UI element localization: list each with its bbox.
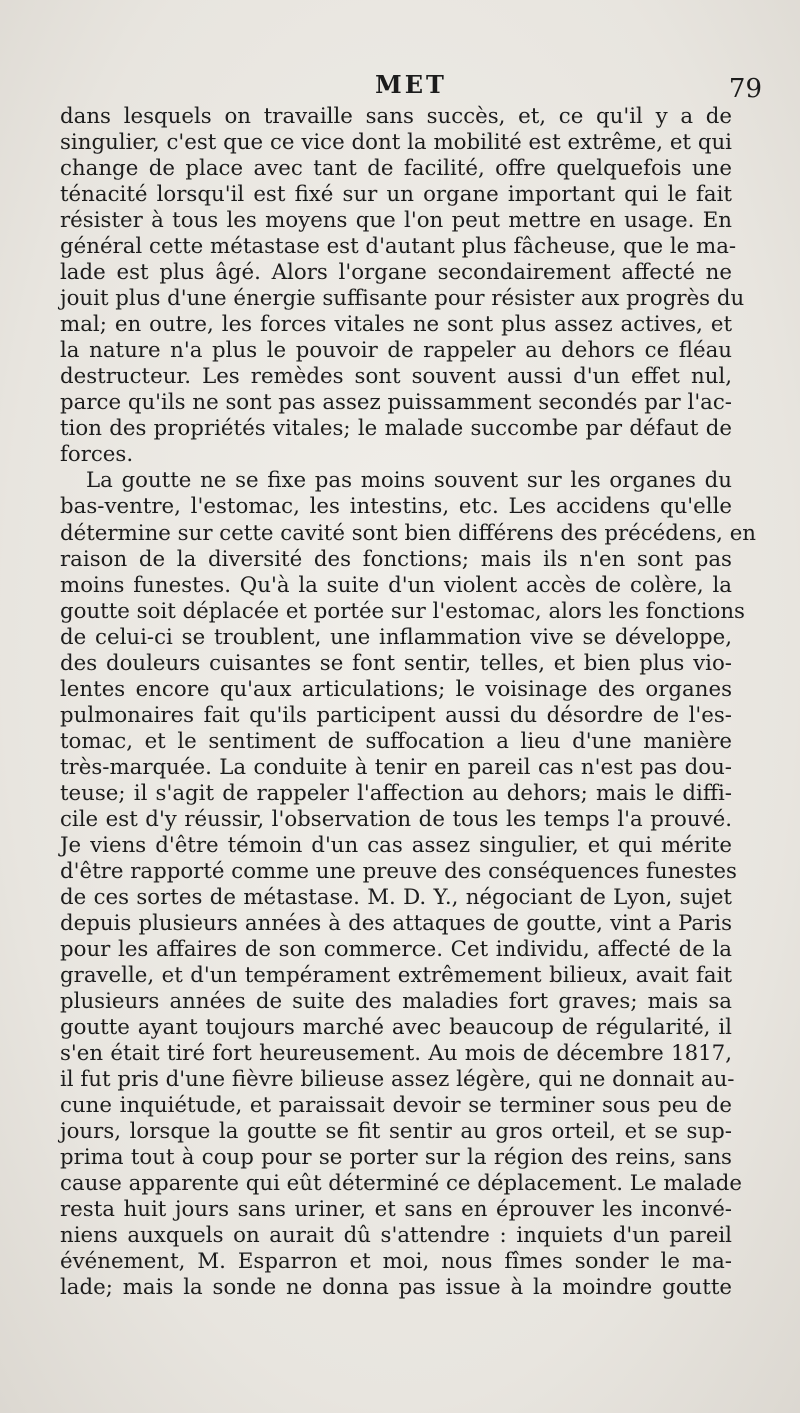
body-text <box>60 104 757 1301</box>
text-line: lentes encore qu'aux articulations; le voisinage des organes <box>60 676 732 702</box>
text-line: parce qu'ils ne sont pas assez puissamment secondés par l'ac- <box>60 390 732 416</box>
text-line: lade est plus âgé. Alors l'organe secondairement affecté ne <box>60 260 732 286</box>
text-line: ténacité lorsqu'il est fixé sur un organe important qui le fait <box>60 182 732 208</box>
text-line: lade; mais la sonde ne donna pas issue à la moindre goutte <box>60 1275 732 1301</box>
text-line: change de place avec tant de facilité, offre quelquefois une <box>60 156 732 182</box>
text-line: d'être rapporté comme une preuve des conséquences funestes <box>60 858 737 884</box>
text-line: moins funestes. Qu'à la suite d'un violent accès de colère, la <box>60 572 732 598</box>
text-line: pulmonaires fait qu'ils participent aussi du désordre de l'es- <box>60 702 732 728</box>
text-line: cile est d'y réussir, l'observation de tous les temps l'a prouvé. <box>60 806 732 832</box>
text-line: jouit plus d'une énergie suffisante pour résister aux progrès du <box>60 286 745 312</box>
text-line: Je viens d'être témoin d'un cas assez singulier, et qui mérite <box>60 832 732 858</box>
text-line: de celui-ci se troublent, une inflammation vive se développe, <box>60 624 732 650</box>
text-line: La goutte ne se fixe pas moins souvent sur les organes du <box>86 468 732 494</box>
text-line: dans lesquels on travaille sans succès, et, ce qu'il y a de <box>60 104 732 129</box>
running-head: MET <box>375 70 447 99</box>
text-line: destructeur. Les remèdes sont souvent aussi d'un effet nul, <box>60 364 732 390</box>
text-line: tomac, et le sentiment de suffocation a lieu d'une manière <box>60 728 732 754</box>
text-line: de ces sortes de métastase. M. D. Y., négociant de Lyon, sujet <box>60 884 732 910</box>
text-line: plusieurs années de suite des maladies fort graves; mais sa <box>60 989 732 1015</box>
text-line: cause apparente qui eût déterminé ce déplacement. Le malade <box>60 1171 742 1197</box>
text-line: prima tout à coup pour se porter sur la région des reins, sans <box>60 1145 732 1171</box>
text-line: cune inquiétude, et paraissait devoir se terminer sous peu de <box>60 1093 732 1119</box>
text-line: tion des propriétés vitales; le malade succombe par défaut de <box>60 416 732 442</box>
text-line: resta huit jours sans uriner, et sans en éprouver les inconvé- <box>60 1197 732 1223</box>
text-line: jours, lorsque la goutte se fit sentir au gros orteil, et se sup- <box>60 1119 732 1145</box>
page-number: 79 <box>728 74 762 104</box>
text-line: forces. <box>60 442 134 468</box>
text-line: niens auxquels on aurait dû s'attendre : inquiets d'un pareil <box>60 1223 732 1249</box>
text-line: depuis plusieurs années à des attaques de goutte, vint a Paris <box>60 910 732 936</box>
text-line: très-marquée. La conduite à tenir en pareil cas n'est pas dou- <box>60 754 732 780</box>
text-line: teuse; il s'agit de rappeler l'affection au dehors; mais le diffi- <box>60 780 732 806</box>
text-line: goutte ayant toujours marché avec beaucoup de régularité, il <box>60 1015 732 1041</box>
text-line: goutte soit déplacée et portée sur l'estomac, alors les fonctions <box>60 598 745 624</box>
text-line: des douleurs cuisantes se font sentir, telles, et bien plus vio- <box>60 650 732 676</box>
text-line: gravelle, et d'un tempérament extrêmement bilieux, avait fait <box>60 963 732 989</box>
text-line: pour les affaires de son commerce. Cet individu, affecté de la <box>60 937 732 962</box>
text-line: général cette métastase est d'autant plus fâcheuse, que le ma- <box>60 234 737 260</box>
text-line: événement, M. Esparron et moi, nous fîmes sonder le ma- <box>60 1249 732 1275</box>
text-line: raison de la diversité des fonctions; mais ils n'en sont pas <box>60 546 732 572</box>
text-line: il fut pris d'une fièvre bilieuse assez légère, qui ne donnait au- <box>60 1067 735 1093</box>
text-line: mal; en outre, les forces vitales ne sont plus assez actives, et <box>60 312 732 338</box>
text-line: s'en était tiré fort heureusement. Au mois de décembre 1817, <box>60 1041 732 1067</box>
text-line: résister à tous les moyens que l'on peut mettre en usage. En <box>60 208 732 234</box>
text-line: singulier, c'est que ce vice dont la mobilité est extrême, et qui <box>60 130 732 156</box>
text-line: détermine sur cette cavité sont bien différens des précédens, en <box>60 520 757 546</box>
text-line: la nature n'a plus le pouvoir de rappeler au dehors ce fléau <box>60 338 732 364</box>
text-line: bas-ventre, l'estomac, les intestins, etc. Les accidens qu'elle <box>60 494 732 520</box>
